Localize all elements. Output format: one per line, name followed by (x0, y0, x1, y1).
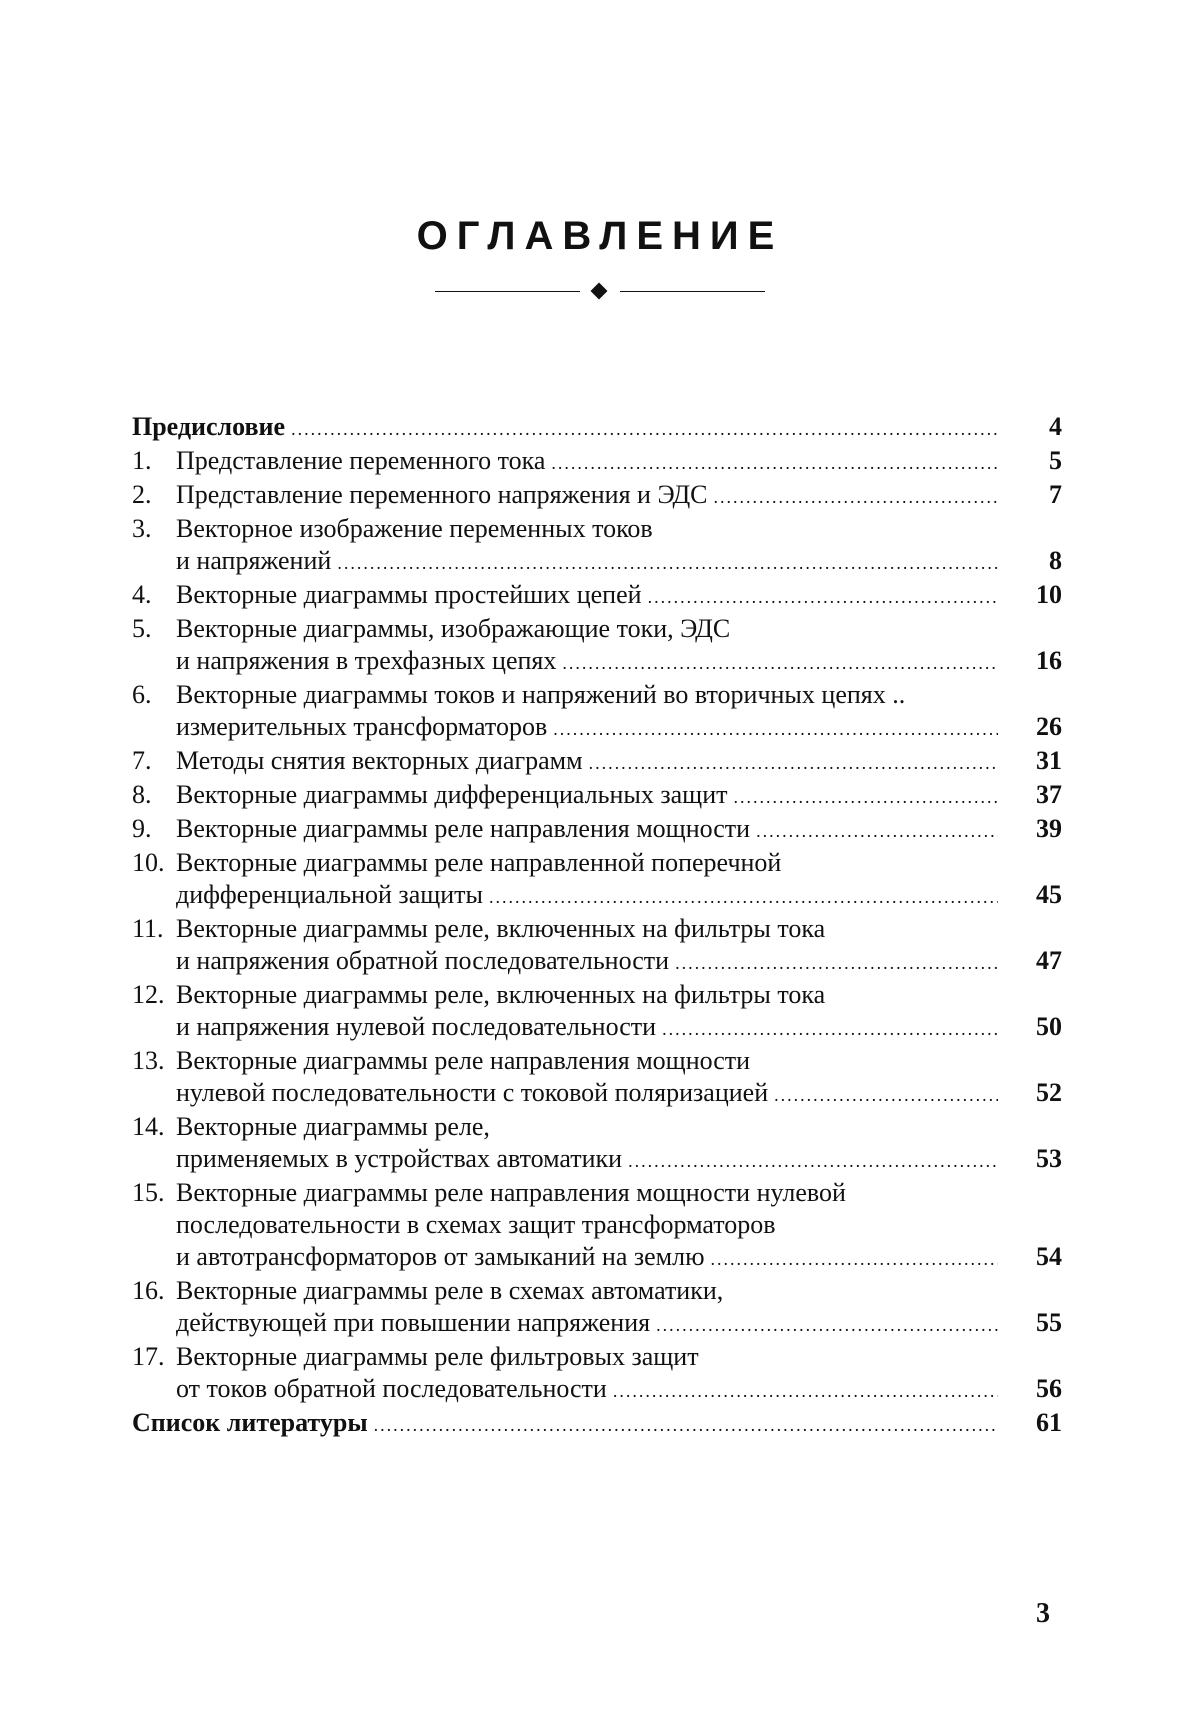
toc-page-number[interactable]: 31 (1036, 746, 1062, 775)
toc-entry-line (132, 479, 1062, 513)
toc-page-number[interactable]: 5 (1049, 446, 1062, 475)
toc-dot-leader (551, 447, 998, 479)
toc-entry-title[interactable]: Методы снятия векторных диаграмм (176, 746, 583, 775)
toc-page-number[interactable]: 10 (1036, 580, 1062, 609)
toc-entry-line (132, 1407, 1062, 1441)
toc-page-number[interactable]: 39 (1036, 814, 1062, 843)
toc-entry-line (132, 1241, 1062, 1275)
toc-entry-number: 14. (132, 1112, 165, 1141)
toc-entry-line (132, 679, 1062, 711)
toc-dot-leader (291, 413, 998, 445)
toc-entry-line (132, 1177, 1062, 1209)
toc-entry-number: 17. (132, 1342, 165, 1371)
toc-entry-title[interactable]: Представление переменного напряжения и ЭДС (176, 480, 708, 509)
toc-entry-line (132, 545, 1062, 579)
toc-entry-title[interactable]: Векторные диаграммы реле направления мощности нулевой (176, 1178, 846, 1207)
toc-page-number[interactable]: 55 (1036, 1308, 1062, 1337)
toc-dot-leader (733, 781, 998, 813)
toc-entry-title[interactable]: и напряжений (176, 546, 332, 575)
toc-dot-leader (374, 1409, 998, 1441)
toc-entry-title[interactable]: Векторные диаграммы реле, (176, 1112, 490, 1141)
toc-entry-line (132, 1045, 1062, 1077)
toc-entry-title[interactable]: Векторные диаграммы токов и напряжений во вторичных цепях .. (176, 680, 906, 709)
toc-entry-line (132, 1373, 1062, 1407)
toc-page-number[interactable]: 50 (1036, 1012, 1062, 1041)
toc-entry-number: 4. (132, 580, 152, 609)
toc-dot-leader (613, 1375, 998, 1407)
toc-entry-line (132, 411, 1062, 445)
toc-page-number[interactable]: 52 (1036, 1078, 1062, 1107)
toc-dot-leader (714, 481, 998, 513)
toc-entry-title[interactable]: Векторные диаграммы реле направленной поперечной (176, 848, 782, 877)
toc-entry-number: 5. (132, 614, 152, 643)
toc-entry-title[interactable]: Векторные диаграммы, изображающие токи, ЭДС (176, 614, 731, 643)
toc-entry-line (132, 1143, 1062, 1177)
toc-entry-line (132, 1111, 1062, 1143)
toc-entry-title[interactable]: и напряжения обратной последовательности (176, 946, 670, 975)
toc-entry-number: 8. (132, 780, 152, 809)
toc-entry-line (132, 879, 1062, 913)
toc-entry-line (132, 813, 1062, 847)
toc-dot-leader (656, 1309, 998, 1341)
toc-dot-leader (589, 747, 998, 779)
table-of-contents (132, 411, 1062, 1441)
toc-entry-line (132, 613, 1062, 645)
toc-entry-number: 13. (132, 1046, 165, 1075)
toc-entry-title[interactable]: нулевой последовательности с токовой поляризацией (176, 1078, 769, 1107)
toc-page-number[interactable]: 56 (1036, 1374, 1062, 1403)
toc-dot-leader (337, 547, 998, 579)
toc-entry-title[interactable]: от токов обратной последовательности (176, 1374, 607, 1403)
toc-entry-number: 9. (132, 814, 152, 843)
toc-entry-title[interactable]: Представление переменного тока (176, 446, 546, 475)
toc-entry-title[interactable]: Векторные диаграммы простейших цепей (176, 580, 642, 609)
toc-entry-number: 11. (132, 914, 164, 943)
toc-entry-line (132, 945, 1062, 979)
toc-entry-line (132, 1209, 1062, 1241)
toc-entry-number: 1. (132, 446, 152, 475)
toc-dot-leader (648, 581, 998, 613)
toc-page-number[interactable]: 16 (1036, 646, 1062, 675)
toc-entry-title[interactable]: применяемых в устройствах автоматики (176, 1144, 623, 1173)
toc-page-number[interactable]: 61 (1036, 1408, 1062, 1437)
toc-dot-leader (675, 947, 998, 979)
toc-dot-leader (562, 647, 998, 679)
toc-dot-leader (774, 1079, 998, 1111)
diamond-icon (591, 283, 608, 300)
toc-dot-leader (628, 1145, 998, 1177)
toc-entry-title[interactable]: и автотрансформаторов от замыканий на землю (176, 1242, 705, 1271)
ornament-line-right (620, 291, 765, 292)
toc-entry-number: 7. (132, 746, 152, 775)
toc-dot-leader (756, 815, 998, 847)
toc-entry-title[interactable]: и напряжения в трехфазных цепях (176, 646, 557, 675)
toc-entry-title[interactable]: дифференциальной защиты (176, 880, 484, 909)
toc-entry-title[interactable]: Векторные диаграммы реле в схемах автоматики, (176, 1276, 724, 1305)
toc-dot-leader (662, 1013, 998, 1045)
page-number: 3 (1036, 1598, 1050, 1629)
toc-page-number[interactable]: 45 (1036, 880, 1062, 909)
toc-entry-line (132, 847, 1062, 879)
toc-entry-line (132, 913, 1062, 945)
toc-entry-title[interactable]: измерительных трансформаторов (176, 712, 548, 741)
toc-page-number[interactable]: 8 (1049, 546, 1062, 575)
toc-entry-line (132, 979, 1062, 1011)
toc-page-number[interactable]: 47 (1036, 946, 1062, 975)
toc-entry-line (132, 579, 1062, 613)
toc-page-number[interactable]: 26 (1036, 712, 1062, 741)
toc-entry-number: 6. (132, 680, 152, 709)
toc-entry-title[interactable]: Векторное изображение переменных токов (176, 514, 653, 543)
toc-entry-line (132, 445, 1062, 479)
toc-entry-title[interactable]: Векторные диаграммы дифференциальных защит (176, 780, 728, 809)
toc-dot-leader (711, 1243, 998, 1275)
toc-entry-title[interactable]: Векторные диаграммы реле направления мощности (176, 814, 751, 843)
toc-entry-title[interactable]: Список литературы (132, 1408, 368, 1437)
toc-entry-line (132, 779, 1062, 813)
toc-entry-title[interactable]: и напряжения нулевой последовательности (176, 1012, 657, 1041)
toc-entry-line (132, 513, 1062, 545)
toc-entry-number: 12. (132, 980, 165, 1009)
toc-entry-line (132, 1011, 1062, 1045)
toc-entry-title[interactable]: действующей при повышении напряжения (176, 1308, 651, 1337)
toc-page-number[interactable]: 53 (1036, 1144, 1062, 1173)
toc-entry-line (132, 1275, 1062, 1307)
toc-entry-number: 2. (132, 480, 152, 509)
toc-entry-line (132, 645, 1062, 679)
toc-entry-line (132, 1307, 1062, 1341)
toc-entry-number: 10. (132, 848, 165, 877)
toc-entry-title[interactable]: Векторные диаграммы реле, включенных на фильтры тока (176, 914, 826, 943)
toc-entry-number: 16. (132, 1276, 165, 1305)
toc-page-number[interactable]: 37 (1036, 780, 1062, 809)
ornament-line-left (435, 291, 580, 292)
toc-page-number[interactable]: 4 (1049, 412, 1062, 441)
toc-entry-title[interactable]: последовательности в схемах защит трансформаторов (176, 1210, 776, 1239)
toc-entry-title[interactable]: Векторные диаграммы реле направления мощности (176, 1046, 751, 1075)
toc-entry-title[interactable]: Векторные диаграммы реле, включенных на фильтры тока (176, 980, 826, 1009)
page-title: ОГЛАВЛЕНИЕ (416, 214, 784, 258)
toc-entry-line (132, 745, 1062, 779)
toc-entry-line (132, 1077, 1062, 1111)
toc-entry-title[interactable]: Предисловие (132, 412, 286, 441)
toc-entry-number: 3. (132, 514, 152, 543)
toc-entry-line (132, 711, 1062, 745)
toc-entry-title[interactable]: Векторные диаграммы реле фильтровых защит (176, 1342, 699, 1371)
toc-entry-number: 15. (132, 1178, 165, 1207)
toc-dot-leader (553, 713, 998, 745)
toc-page-number[interactable]: 54 (1036, 1242, 1062, 1271)
toc-page-number[interactable]: 7 (1049, 480, 1062, 509)
toc-entry-line (132, 1341, 1062, 1373)
toc-dot-leader (489, 881, 998, 913)
title-ornament (435, 282, 765, 302)
